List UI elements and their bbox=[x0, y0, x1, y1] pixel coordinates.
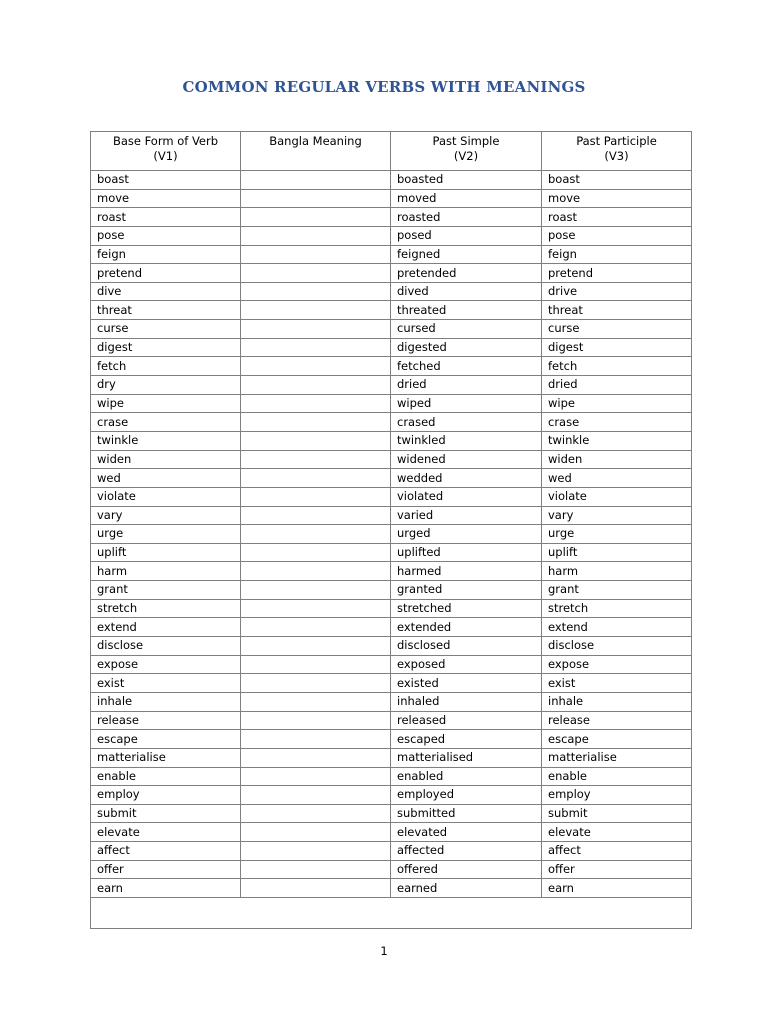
cell-past-simple: affected bbox=[391, 842, 542, 861]
cell-bangla-meaning bbox=[241, 637, 391, 656]
cell-bangla-meaning bbox=[241, 394, 391, 413]
table-row bbox=[91, 264, 692, 283]
cell-base-form: elevate bbox=[91, 823, 241, 842]
table-row bbox=[91, 189, 692, 208]
cell-base-form: threat bbox=[91, 301, 241, 320]
cell-bangla-meaning bbox=[241, 301, 391, 320]
header-base-form-line1: Base Form of Verb bbox=[112, 134, 219, 148]
cell-past-participle: wed bbox=[542, 469, 692, 488]
cell-past-simple: twinkled bbox=[391, 431, 542, 450]
cell-past-participle: boast bbox=[542, 171, 692, 190]
cell-past-participle: matterialise bbox=[542, 748, 692, 767]
cell-bangla-meaning bbox=[241, 226, 391, 245]
cell-base-form: move bbox=[91, 189, 241, 208]
cell-past-simple: varied bbox=[391, 506, 542, 525]
table-body bbox=[91, 171, 692, 929]
cell-past-participle: disclose bbox=[542, 637, 692, 656]
cell-past-participle: stretch bbox=[542, 599, 692, 618]
verbs-table bbox=[90, 131, 692, 929]
cell-past-simple: cursed bbox=[391, 320, 542, 339]
cell-bangla-meaning bbox=[241, 581, 391, 600]
table-row bbox=[91, 301, 692, 320]
table-row bbox=[91, 655, 692, 674]
table-row bbox=[91, 376, 692, 395]
table-row bbox=[91, 860, 692, 879]
cell-bangla-meaning bbox=[241, 879, 391, 898]
table-row bbox=[91, 637, 692, 656]
cell-base-form: expose bbox=[91, 655, 241, 674]
cell-past-simple: threated bbox=[391, 301, 542, 320]
cell-bangla-meaning bbox=[241, 264, 391, 283]
cell-past-participle: harm bbox=[542, 562, 692, 581]
cell-bangla-meaning bbox=[241, 413, 391, 432]
cell-past-simple: wiped bbox=[391, 394, 542, 413]
cell-past-simple: elevated bbox=[391, 823, 542, 842]
cell-base-form: escape bbox=[91, 730, 241, 749]
header-past-simple-line1: Past Simple bbox=[432, 134, 500, 148]
cell-bangla-meaning bbox=[241, 525, 391, 544]
cell-base-form: twinkle bbox=[91, 431, 241, 450]
cell-base-form: employ bbox=[91, 786, 241, 805]
cell-base-form: wipe bbox=[91, 394, 241, 413]
cell-past-participle: extend bbox=[542, 618, 692, 637]
cell-past-participle: earn bbox=[542, 879, 692, 898]
cell-base-form: digest bbox=[91, 338, 241, 357]
cell-past-participle: submit bbox=[542, 804, 692, 823]
table-header-row bbox=[91, 132, 692, 171]
cell-past-participle: move bbox=[542, 189, 692, 208]
page-title: COMMON REGULAR VERBS WITH MEANINGS bbox=[182, 78, 586, 96]
table-row bbox=[91, 804, 692, 823]
cell-base-form: curse bbox=[91, 320, 241, 339]
cell-past-simple: urged bbox=[391, 525, 542, 544]
cell-past-simple: crased bbox=[391, 413, 542, 432]
cell-bangla-meaning bbox=[241, 618, 391, 637]
cell-past-simple: pretended bbox=[391, 264, 542, 283]
cell-past-participle: crase bbox=[542, 413, 692, 432]
cell-past-participle: curse bbox=[542, 320, 692, 339]
table-row bbox=[91, 487, 692, 506]
cell-past-participle: offer bbox=[542, 860, 692, 879]
cell-base-form: matterialise bbox=[91, 748, 241, 767]
cell-bangla-meaning bbox=[241, 655, 391, 674]
cell-bangla-meaning bbox=[241, 562, 391, 581]
cell-past-simple: extended bbox=[391, 618, 542, 637]
cell-bangla-meaning bbox=[241, 842, 391, 861]
cell-past-participle: violate bbox=[542, 487, 692, 506]
cell-past-simple: escaped bbox=[391, 730, 542, 749]
header-past-participle bbox=[542, 132, 692, 171]
cell-base-form: inhale bbox=[91, 692, 241, 711]
cell-bangla-meaning bbox=[241, 599, 391, 618]
cell-past-participle: enable bbox=[542, 767, 692, 786]
table-row bbox=[91, 245, 692, 264]
table-row bbox=[91, 171, 692, 190]
cell-bangla-meaning bbox=[241, 860, 391, 879]
cell-past-participle: roast bbox=[542, 208, 692, 227]
cell-bangla-meaning bbox=[241, 245, 391, 264]
cell-past-simple: submitted bbox=[391, 804, 542, 823]
cell-past-participle: feign bbox=[542, 245, 692, 264]
table-row bbox=[91, 581, 692, 600]
cell-bangla-meaning bbox=[241, 282, 391, 301]
cell-past-simple: released bbox=[391, 711, 542, 730]
table-row bbox=[91, 562, 692, 581]
cell-base-form: widen bbox=[91, 450, 241, 469]
cell-base-form: fetch bbox=[91, 357, 241, 376]
table-row bbox=[91, 357, 692, 376]
table-row bbox=[91, 320, 692, 339]
table-row bbox=[91, 525, 692, 544]
header-past-participle-line2: (V3) bbox=[604, 149, 629, 163]
cell-past-simple: stretched bbox=[391, 599, 542, 618]
cell-bangla-meaning bbox=[241, 748, 391, 767]
empty-cell bbox=[91, 897, 692, 928]
cell-bangla-meaning bbox=[241, 767, 391, 786]
cell-past-simple: violated bbox=[391, 487, 542, 506]
cell-base-form: grant bbox=[91, 581, 241, 600]
cell-bangla-meaning bbox=[241, 711, 391, 730]
cell-past-simple: offered bbox=[391, 860, 542, 879]
cell-past-participle: pose bbox=[542, 226, 692, 245]
header-base-form-line2: (V1) bbox=[153, 149, 178, 163]
cell-base-form: release bbox=[91, 711, 241, 730]
cell-base-form: crase bbox=[91, 413, 241, 432]
cell-past-simple: disclosed bbox=[391, 637, 542, 656]
cell-bangla-meaning bbox=[241, 320, 391, 339]
cell-base-form: enable bbox=[91, 767, 241, 786]
header-bangla-meaning-line1: Bangla Meaning bbox=[269, 134, 362, 148]
cell-past-simple: exposed bbox=[391, 655, 542, 674]
cell-base-form: violate bbox=[91, 487, 241, 506]
cell-past-simple: granted bbox=[391, 581, 542, 600]
cell-bangla-meaning bbox=[241, 338, 391, 357]
cell-base-form: feign bbox=[91, 245, 241, 264]
cell-bangla-meaning bbox=[241, 171, 391, 190]
cell-base-form: submit bbox=[91, 804, 241, 823]
cell-past-participle: digest bbox=[542, 338, 692, 357]
table-row bbox=[91, 413, 692, 432]
table-row bbox=[91, 469, 692, 488]
cell-past-simple: fetched bbox=[391, 357, 542, 376]
cell-past-participle: expose bbox=[542, 655, 692, 674]
cell-base-form: dry bbox=[91, 376, 241, 395]
table-row-empty bbox=[91, 897, 692, 928]
cell-past-participle: vary bbox=[542, 506, 692, 525]
cell-past-participle: inhale bbox=[542, 692, 692, 711]
cell-past-participle: release bbox=[542, 711, 692, 730]
cell-base-form: dive bbox=[91, 282, 241, 301]
cell-past-participle: affect bbox=[542, 842, 692, 861]
table-row bbox=[91, 823, 692, 842]
table-row bbox=[91, 338, 692, 357]
header-base-form bbox=[91, 132, 241, 171]
cell-bangla-meaning bbox=[241, 189, 391, 208]
cell-bangla-meaning bbox=[241, 674, 391, 693]
cell-past-simple: posed bbox=[391, 226, 542, 245]
table-row bbox=[91, 767, 692, 786]
cell-past-participle: pretend bbox=[542, 264, 692, 283]
cell-past-participle: threat bbox=[542, 301, 692, 320]
cell-bangla-meaning bbox=[241, 823, 391, 842]
cell-base-form: wed bbox=[91, 469, 241, 488]
cell-past-participle: employ bbox=[542, 786, 692, 805]
cell-bangla-meaning bbox=[241, 543, 391, 562]
cell-base-form: uplift bbox=[91, 543, 241, 562]
cell-past-participle: elevate bbox=[542, 823, 692, 842]
table-row bbox=[91, 543, 692, 562]
table-row bbox=[91, 730, 692, 749]
cell-base-form: offer bbox=[91, 860, 241, 879]
cell-past-participle: grant bbox=[542, 581, 692, 600]
cell-bangla-meaning bbox=[241, 469, 391, 488]
table-row bbox=[91, 748, 692, 767]
cell-base-form: earn bbox=[91, 879, 241, 898]
cell-past-simple: existed bbox=[391, 674, 542, 693]
cell-bangla-meaning bbox=[241, 506, 391, 525]
cell-past-simple: dived bbox=[391, 282, 542, 301]
cell-past-simple: wedded bbox=[391, 469, 542, 488]
cell-past-simple: employed bbox=[391, 786, 542, 805]
table-row bbox=[91, 599, 692, 618]
cell-base-form: disclose bbox=[91, 637, 241, 656]
table-row bbox=[91, 431, 692, 450]
cell-past-simple: enabled bbox=[391, 767, 542, 786]
cell-base-form: pretend bbox=[91, 264, 241, 283]
cell-past-simple: feigned bbox=[391, 245, 542, 264]
header-past-participle-line1: Past Participle bbox=[576, 134, 657, 148]
cell-past-participle: drive bbox=[542, 282, 692, 301]
header-bangla-meaning bbox=[241, 132, 391, 171]
table-row bbox=[91, 394, 692, 413]
table-row bbox=[91, 208, 692, 227]
cell-past-participle: fetch bbox=[542, 357, 692, 376]
table-row bbox=[91, 692, 692, 711]
cell-past-simple: boasted bbox=[391, 171, 542, 190]
table-row bbox=[91, 506, 692, 525]
table-row bbox=[91, 618, 692, 637]
cell-base-form: pose bbox=[91, 226, 241, 245]
cell-bangla-meaning bbox=[241, 208, 391, 227]
cell-past-simple: roasted bbox=[391, 208, 542, 227]
table-row bbox=[91, 450, 692, 469]
table-row bbox=[91, 674, 692, 693]
cell-bangla-meaning bbox=[241, 376, 391, 395]
cell-past-participle: escape bbox=[542, 730, 692, 749]
cell-bangla-meaning bbox=[241, 692, 391, 711]
page-number: 1 bbox=[380, 944, 388, 958]
table-row bbox=[91, 786, 692, 805]
cell-past-participle: dried bbox=[542, 376, 692, 395]
cell-bangla-meaning bbox=[241, 357, 391, 376]
cell-past-simple: dried bbox=[391, 376, 542, 395]
cell-base-form: vary bbox=[91, 506, 241, 525]
cell-bangla-meaning bbox=[241, 431, 391, 450]
cell-base-form: stretch bbox=[91, 599, 241, 618]
cell-past-simple: inhaled bbox=[391, 692, 542, 711]
cell-base-form: extend bbox=[91, 618, 241, 637]
cell-past-participle: uplift bbox=[542, 543, 692, 562]
cell-base-form: affect bbox=[91, 842, 241, 861]
cell-past-participle: widen bbox=[542, 450, 692, 469]
header-past-simple-line2: (V2) bbox=[453, 149, 479, 163]
table-row bbox=[91, 282, 692, 301]
cell-past-participle: urge bbox=[542, 525, 692, 544]
cell-past-simple: moved bbox=[391, 189, 542, 208]
cell-base-form: harm bbox=[91, 562, 241, 581]
table-row bbox=[91, 842, 692, 861]
cell-past-simple: widened bbox=[391, 450, 542, 469]
cell-base-form: roast bbox=[91, 208, 241, 227]
cell-base-form: exist bbox=[91, 674, 241, 693]
cell-base-form: urge bbox=[91, 525, 241, 544]
cell-past-participle: exist bbox=[542, 674, 692, 693]
cell-past-simple: earned bbox=[391, 879, 542, 898]
cell-past-simple: digested bbox=[391, 338, 542, 357]
cell-past-participle: twinkle bbox=[542, 431, 692, 450]
cell-base-form: boast bbox=[91, 171, 241, 190]
cell-past-participle: wipe bbox=[542, 394, 692, 413]
table-row bbox=[91, 711, 692, 730]
cell-bangla-meaning bbox=[241, 786, 391, 805]
cell-past-simple: harmed bbox=[391, 562, 542, 581]
cell-bangla-meaning bbox=[241, 487, 391, 506]
cell-past-simple: uplifted bbox=[391, 543, 542, 562]
header-past-simple bbox=[391, 132, 542, 171]
cell-bangla-meaning bbox=[241, 450, 391, 469]
table-row bbox=[91, 879, 692, 898]
cell-bangla-meaning bbox=[241, 804, 391, 823]
cell-bangla-meaning bbox=[241, 730, 391, 749]
cell-past-simple: matterialised bbox=[391, 748, 542, 767]
table-row bbox=[91, 226, 692, 245]
